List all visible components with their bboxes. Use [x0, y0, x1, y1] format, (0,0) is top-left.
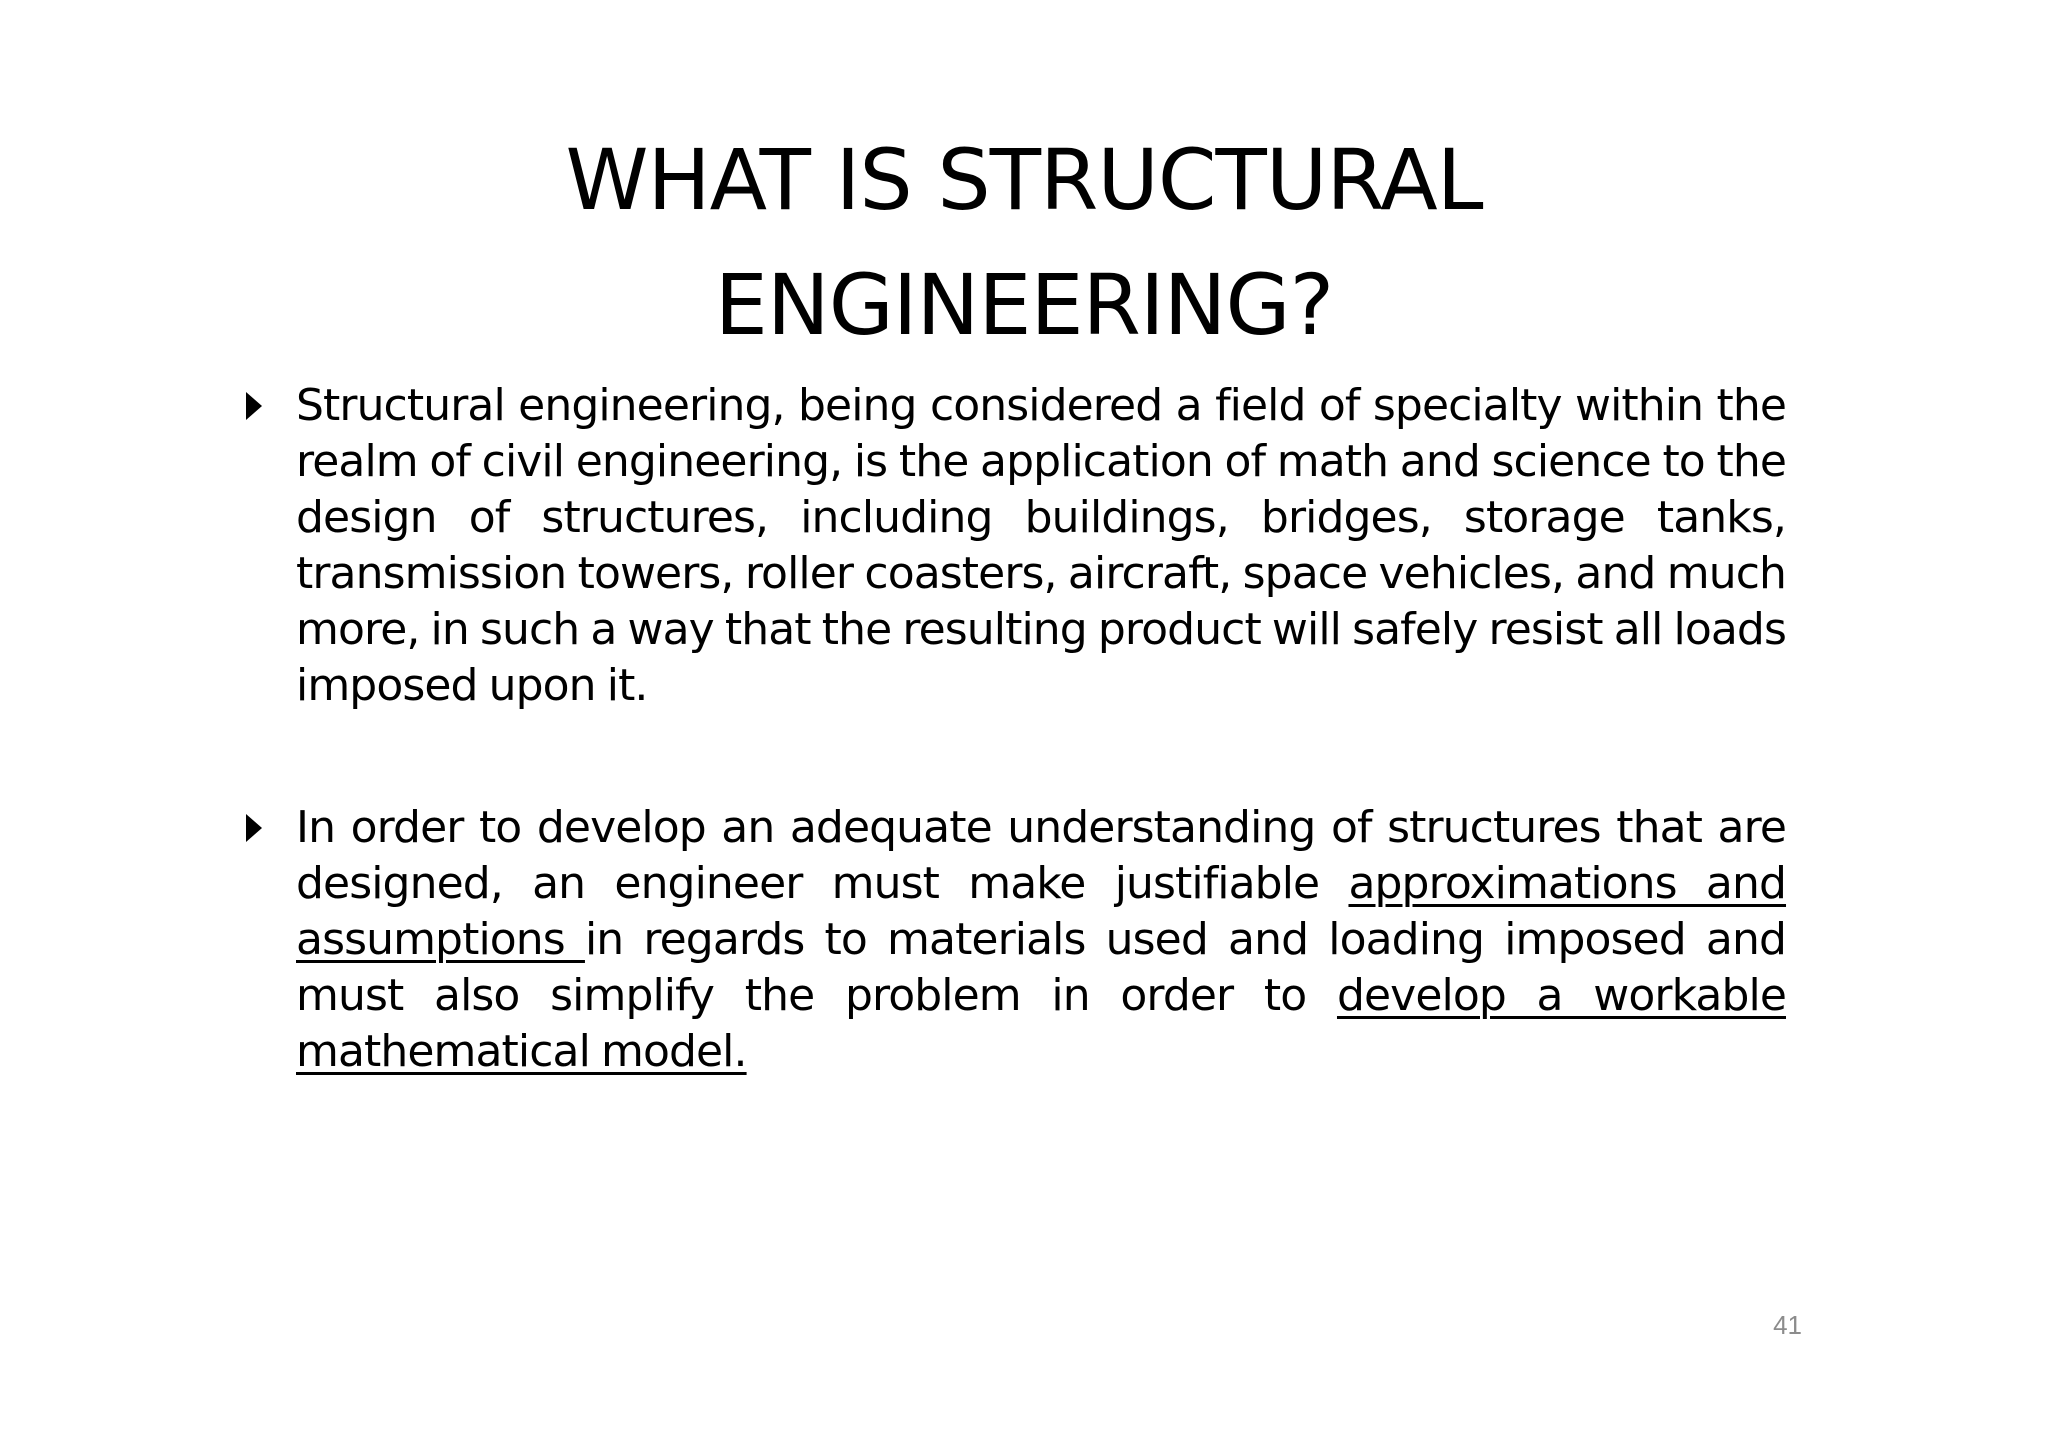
slide-title-line-1: WHAT IS STRUCTURAL — [565, 131, 1483, 229]
slide-title — [0, 118, 2048, 368]
bullet-text-part-1: In order to develop an adequate understanding of structures that are designed, an engineer must make justifiable — [296, 802, 1786, 909]
bullet-text-definition: Structural engineering, being considered a field of specialty within the realm of civil engineering, is the application of math and science to the design of structures, including buildings, bridges, storage tanks, transmission towers, roller coasters, aircraft, space vehicles, and much more, in such a way that the resulting product will safely resist all loads imposed upon it. — [296, 380, 1786, 711]
triangle-right-bullet-icon — [246, 814, 262, 842]
underlined-phrase-model: develop a workable mathematical model. — [296, 970, 1786, 1077]
bullet-text-part-2: in regards to materials used and loading imposed and must also simplify the problem in order to — [296, 914, 1786, 1021]
bullet-text-modeling — [296, 800, 1786, 1080]
page-number: 41 — [1773, 1310, 1802, 1340]
slide-title-line-2: ENGINEERING? — [714, 256, 1334, 354]
triangle-right-bullet-icon — [246, 392, 262, 420]
underlined-phrase-approximations: approximations and assumptions — [296, 858, 1787, 965]
